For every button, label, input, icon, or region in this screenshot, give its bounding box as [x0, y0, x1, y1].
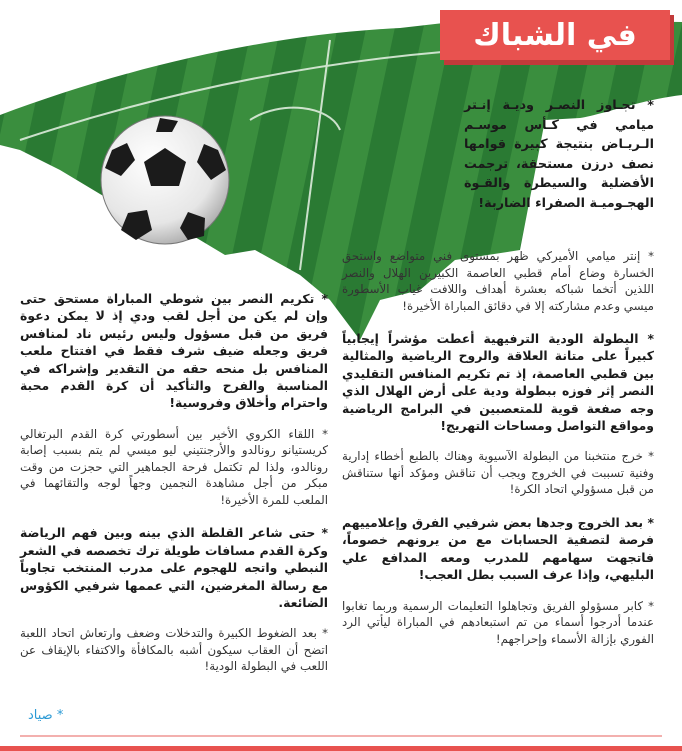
section-title-box [440, 10, 670, 60]
divider-line [20, 735, 662, 737]
paragraph: * بعد الضغوط الكبيرة والتدخلات وضعف وارتعاش اتحاد اللعبة اتضح أن العقاب سيكون أشبه بالمكافأة والاكتفاء بالإيقاف عن اللعب في البطولة الودية! [20, 626, 328, 674]
paragraph: * تكريم النصر بين شوطي المباراة مستحق حتى وإن لم يكن من أجل لقب ودي إذ لا يمكن دعوة فريق من قبل مسؤول وليس رئيس ناد لمنافس فريق وجعله ضيف شرف فقط في افتتاح ملعب المنافس بل منحه حقه من التقدير وإشراكه في المناسبة والفرح والتأكيد أن كرة القدم محبة واحترام وأخلاق وفروسية! [20, 291, 328, 411]
paragraph: * اللقاء الكروي الأخير بين أسطورتي كرة القدم البرتغالي كريستيانو رونالدو والأرجنتيني ليو ميسي لم يتم بسبب إصابة رونالدو، ولذا لم تكتمل فرحة الجماهير التي حجزت من وقت مبكر من أجل مشاهدة النجمين وجهاً لوجه والتقائهما في الملعب للمرة الأخيرة! [20, 426, 328, 507]
paragraph: * خرج منتخبنا من البطولة الآسيوية وهناك بالطبع أخطاء إدارية وفنية تسببت في الخروج ويجب أن تناقش ومؤكد أنها ستناقش من قبل مسؤولي اتحاد الكرة! [342, 449, 654, 497]
paragraph: * بعد الخروج وجدها بعض شرفيي الفرق وإعلامييهم فرصة لتصفية الحسابات مع من يرونهم خصوماً، فاتجهت سهامهم للمدرب ومعه المدافع علي البليهي، وإذا عرف السبب بطل العجب! [342, 514, 654, 583]
intro-paragraph: * تجـاوز النصـر وديـة إنـتر ميامي في كـأس موسـم الـريـاض بنتيجة كبيرة قوامها نصف درزن مستحقة، ترجمت الأفضلية والسيطرة والقـوة الهجـوميـة الصفراء الضاربة! [464, 98, 654, 211]
paragraph: * البطولة الودية الترفيهية أعطت مؤشراً إيجابياً كبيراً على متانة العلاقة والروح الرياضية والمثالية بين قطبي العاصمة، إذ تم تكريم المنافس التقليدي النصر إثر فوزه ببطولة ودية على أرض الهلال الذي وجه صفعة قوية للمتعصبين في البرامج الرياضية ومواقع التواصل ومساحات التهريج! [342, 331, 654, 434]
section-title: في الشباك [473, 17, 637, 53]
soccer-ball-icon [101, 116, 229, 244]
paragraph: * إنتر ميامي الأميركي ظهر بمستوى فني متواضع واستحق الخسارة وضاع أمام قطبي العاصمة الكبيرين الهلال والنصر اللذين أتخما شباكه بعشرة أهداف واللافت غياب الأسطورة ميسي وعدم مشاركته إلا في دقائق المباراة الأخيرة! [342, 249, 654, 313]
paragraph: * حتى شاعر القلطة الذي بينه وبين فهم الرياضة وكرة القدم مسافات طويلة ترك تخصصه في الشعر النبطي واتجه للهجوم على مدرب المنتخب تجاوباً مع رسالة المغرضين، التي عممها شرفيي الكؤوس الضائعة. [20, 525, 328, 610]
bottom-accent-bar [0, 746, 682, 751]
author-signature: * صياد [28, 708, 64, 723]
paragraph: * كابر مسؤولو الفريق وتجاهلوا التعليمات الرسمية وربما تغابوا عندما أدرجوا أسماء من تم استبعادهم في المباراة ليأتي الرد الفوري بإزالة الأسماء وإحراجهم! [342, 598, 654, 646]
left-column [20, 290, 328, 675]
intro-block [464, 96, 654, 213]
right-column [342, 248, 654, 647]
